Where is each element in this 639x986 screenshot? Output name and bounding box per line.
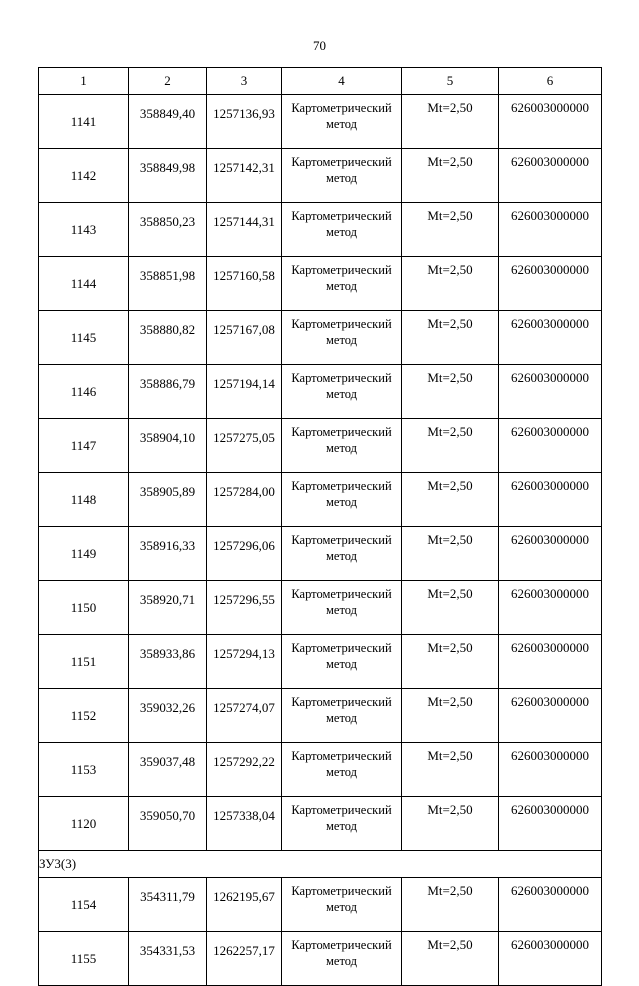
column-header: 6 xyxy=(499,68,602,95)
accuracy-cell: Mt=2,50 xyxy=(402,203,499,257)
method-cell: Картометрический метод xyxy=(282,365,402,419)
code-cell: 626003000000 xyxy=(499,797,602,851)
point-number-cell: 1145 xyxy=(39,311,129,365)
point-number-cell: 1141 xyxy=(39,95,129,149)
accuracy-cell: Mt=2,50 xyxy=(402,257,499,311)
point-number-cell: 1142 xyxy=(39,149,129,203)
x-coordinate-cell: 358851,98 xyxy=(129,257,207,311)
method-cell: Картометрический метод xyxy=(282,149,402,203)
x-coordinate-cell: 359037,48 xyxy=(129,743,207,797)
method-cell: Картометрический метод xyxy=(282,689,402,743)
y-coordinate-cell: 1257160,58 xyxy=(207,257,282,311)
code-cell: 626003000000 xyxy=(499,419,602,473)
code-cell: 626003000000 xyxy=(499,149,602,203)
method-cell: Картометрический метод xyxy=(282,203,402,257)
x-coordinate-cell: 359032,26 xyxy=(129,689,207,743)
x-coordinate-cell: 358850,23 xyxy=(129,203,207,257)
code-cell: 626003000000 xyxy=(499,95,602,149)
x-coordinate-cell: 358905,89 xyxy=(129,473,207,527)
method-cell: Картометрический метод xyxy=(282,878,402,932)
point-number-cell: 1143 xyxy=(39,203,129,257)
accuracy-cell: Mt=2,50 xyxy=(402,932,499,986)
method-cell: Картометрический метод xyxy=(282,257,402,311)
accuracy-cell: Mt=2,50 xyxy=(402,311,499,365)
y-coordinate-cell: 1257194,14 xyxy=(207,365,282,419)
y-coordinate-cell: 1257338,04 xyxy=(207,797,282,851)
x-coordinate-cell: 358920,71 xyxy=(129,581,207,635)
table-row xyxy=(39,419,602,473)
y-coordinate-cell: 1257296,55 xyxy=(207,581,282,635)
method-cell: Картометрический метод xyxy=(282,473,402,527)
code-cell: 626003000000 xyxy=(499,203,602,257)
accuracy-cell: Mt=2,50 xyxy=(402,581,499,635)
x-coordinate-cell: 358916,33 xyxy=(129,527,207,581)
table-row xyxy=(39,932,602,986)
table-row xyxy=(39,635,602,689)
y-coordinate-cell: 1257144,31 xyxy=(207,203,282,257)
point-number-cell: 1153 xyxy=(39,743,129,797)
x-coordinate-cell: 358880,82 xyxy=(129,311,207,365)
table-row xyxy=(39,149,602,203)
x-coordinate-cell: 358886,79 xyxy=(129,365,207,419)
column-header: 2 xyxy=(129,68,207,95)
section-label: ЗУ3(3) xyxy=(39,851,602,878)
table-body xyxy=(39,68,602,986)
method-cell: Картометрический метод xyxy=(282,581,402,635)
column-header: 3 xyxy=(207,68,282,95)
code-cell: 626003000000 xyxy=(499,932,602,986)
accuracy-cell: Mt=2,50 xyxy=(402,635,499,689)
y-coordinate-cell: 1257292,22 xyxy=(207,743,282,797)
table-row xyxy=(39,743,602,797)
code-cell: 626003000000 xyxy=(499,527,602,581)
column-header: 5 xyxy=(402,68,499,95)
method-cell: Картометрический метод xyxy=(282,743,402,797)
table-row xyxy=(39,527,602,581)
point-number-cell: 1144 xyxy=(39,257,129,311)
x-coordinate-cell: 358904,10 xyxy=(129,419,207,473)
coordinates-table xyxy=(38,67,602,986)
point-number-cell: 1151 xyxy=(39,635,129,689)
x-coordinate-cell: 358933,86 xyxy=(129,635,207,689)
x-coordinate-cell: 354331,53 xyxy=(129,932,207,986)
code-cell: 626003000000 xyxy=(499,878,602,932)
accuracy-cell: Mt=2,50 xyxy=(402,797,499,851)
method-cell: Картометрический метод xyxy=(282,95,402,149)
column-header: 4 xyxy=(282,68,402,95)
accuracy-cell: Mt=2,50 xyxy=(402,527,499,581)
accuracy-cell: Mt=2,50 xyxy=(402,689,499,743)
x-coordinate-cell: 358849,98 xyxy=(129,149,207,203)
point-number-cell: 1120 xyxy=(39,797,129,851)
table-row xyxy=(39,689,602,743)
table-row xyxy=(39,797,602,851)
code-cell: 626003000000 xyxy=(499,365,602,419)
table-row xyxy=(39,473,602,527)
accuracy-cell: Mt=2,50 xyxy=(402,365,499,419)
y-coordinate-cell: 1257167,08 xyxy=(207,311,282,365)
method-cell: Картометрический метод xyxy=(282,527,402,581)
code-cell: 626003000000 xyxy=(499,635,602,689)
table-row xyxy=(39,365,602,419)
y-coordinate-cell: 1262257,17 xyxy=(207,932,282,986)
y-coordinate-cell: 1257284,00 xyxy=(207,473,282,527)
code-cell: 626003000000 xyxy=(499,473,602,527)
method-cell: Картометрический метод xyxy=(282,797,402,851)
y-coordinate-cell: 1257274,07 xyxy=(207,689,282,743)
table-row xyxy=(39,878,602,932)
method-cell: Картометрический метод xyxy=(282,932,402,986)
table-row xyxy=(39,203,602,257)
table-row xyxy=(39,311,602,365)
accuracy-cell: Mt=2,50 xyxy=(402,95,499,149)
y-coordinate-cell: 1257136,93 xyxy=(207,95,282,149)
code-cell: 626003000000 xyxy=(499,689,602,743)
point-number-cell: 1150 xyxy=(39,581,129,635)
point-number-cell: 1155 xyxy=(39,932,129,986)
code-cell: 626003000000 xyxy=(499,311,602,365)
accuracy-cell: Mt=2,50 xyxy=(402,473,499,527)
x-coordinate-cell: 359050,70 xyxy=(129,797,207,851)
table-row xyxy=(39,581,602,635)
method-cell: Картометрический метод xyxy=(282,419,402,473)
accuracy-cell: Mt=2,50 xyxy=(402,743,499,797)
code-cell: 626003000000 xyxy=(499,257,602,311)
point-number-cell: 1152 xyxy=(39,689,129,743)
header-row xyxy=(39,68,602,95)
y-coordinate-cell: 1257142,31 xyxy=(207,149,282,203)
point-number-cell: 1154 xyxy=(39,878,129,932)
point-number-cell: 1146 xyxy=(39,365,129,419)
x-coordinate-cell: 354311,79 xyxy=(129,878,207,932)
table-row xyxy=(39,95,602,149)
x-coordinate-cell: 358849,40 xyxy=(129,95,207,149)
point-number-cell: 1147 xyxy=(39,419,129,473)
point-number-cell: 1149 xyxy=(39,527,129,581)
accuracy-cell: Mt=2,50 xyxy=(402,878,499,932)
code-cell: 626003000000 xyxy=(499,581,602,635)
section-row xyxy=(39,851,602,878)
table-row xyxy=(39,257,602,311)
accuracy-cell: Mt=2,50 xyxy=(402,149,499,203)
y-coordinate-cell: 1257294,13 xyxy=(207,635,282,689)
page-number: 70 xyxy=(313,38,326,53)
y-coordinate-cell: 1262195,67 xyxy=(207,878,282,932)
accuracy-cell: Mt=2,50 xyxy=(402,419,499,473)
method-cell: Картометрический метод xyxy=(282,635,402,689)
code-cell: 626003000000 xyxy=(499,743,602,797)
y-coordinate-cell: 1257296,06 xyxy=(207,527,282,581)
point-number-cell: 1148 xyxy=(39,473,129,527)
method-cell: Картометрический метод xyxy=(282,311,402,365)
column-header: 1 xyxy=(39,68,129,95)
y-coordinate-cell: 1257275,05 xyxy=(207,419,282,473)
